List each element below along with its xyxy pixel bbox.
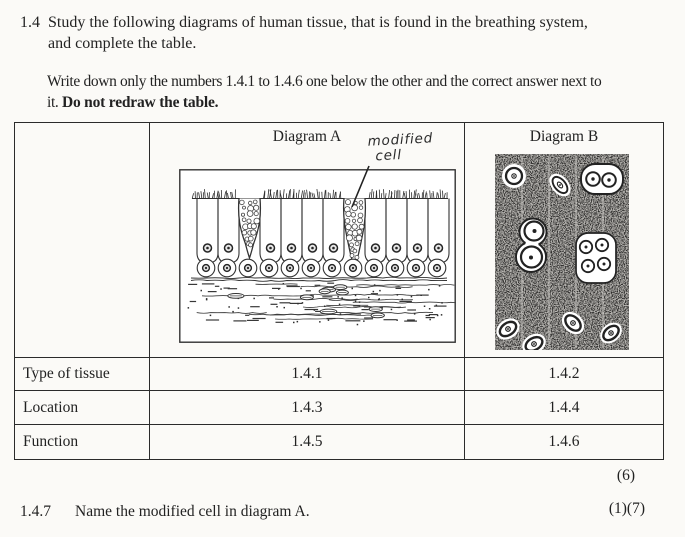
question-1-4 <box>20 12 588 54</box>
cell-1-4-1: 1.4.1 <box>150 358 465 391</box>
table-cell-diagram-a <box>150 123 465 358</box>
annotation-line1: modified <box>367 130 434 150</box>
modified-cell-annotation <box>367 131 434 164</box>
diagram-a-header: Diagram A <box>272 128 342 145</box>
question-line2: and complete the table. <box>48 35 197 52</box>
cell-1-4-2: 1.4.2 <box>465 358 664 391</box>
table-cell-empty-corner <box>15 123 150 358</box>
sub-question-marks: (1)(7) <box>608 500 645 517</box>
tissue-table <box>14 122 664 460</box>
table-marks: (6) <box>616 467 635 484</box>
row-label-location: Location <box>15 391 150 425</box>
table-cell-diagram-b <box>465 123 664 358</box>
cartilage-cell-foursome <box>576 233 616 283</box>
instruction-bold: Do not redraw the table. <box>61 94 219 111</box>
sub-question-text: Name the modified cell in diagram A. <box>75 503 310 520</box>
annotation-line2: cell <box>374 146 403 165</box>
cell-1-4-5: 1.4.5 <box>150 425 465 460</box>
diagram-a-illustration <box>179 169 456 343</box>
row-label-function: Function <box>15 425 150 460</box>
cartilage-cell-single <box>502 164 526 188</box>
instruction-paragraph <box>47 71 601 113</box>
instruction-line2: it. <box>47 94 62 111</box>
instruction-line1: Write down only the numbers 1.4.1 to 1.4.6 one below the other and the correct answer next to <box>47 73 602 90</box>
diagram-b-header: Diagram B <box>529 128 599 145</box>
cartilage-cell-pair <box>581 164 623 194</box>
question-line1: Study the following diagrams of human tissue, that is found in the breathing system, <box>48 14 588 31</box>
question-text <box>48 12 588 54</box>
question-1-4-7 <box>20 503 310 521</box>
row-label-type-of-tissue: Type of tissue <box>15 358 150 391</box>
cell-1-4-4: 1.4.4 <box>465 391 664 425</box>
question-number: 1.4 <box>20 14 40 31</box>
diagram-b-illustration <box>495 154 629 350</box>
cell-1-4-6: 1.4.6 <box>465 425 664 460</box>
cell-1-4-3: 1.4.3 <box>150 391 465 425</box>
sub-question-number: 1.4.7 <box>20 503 51 520</box>
